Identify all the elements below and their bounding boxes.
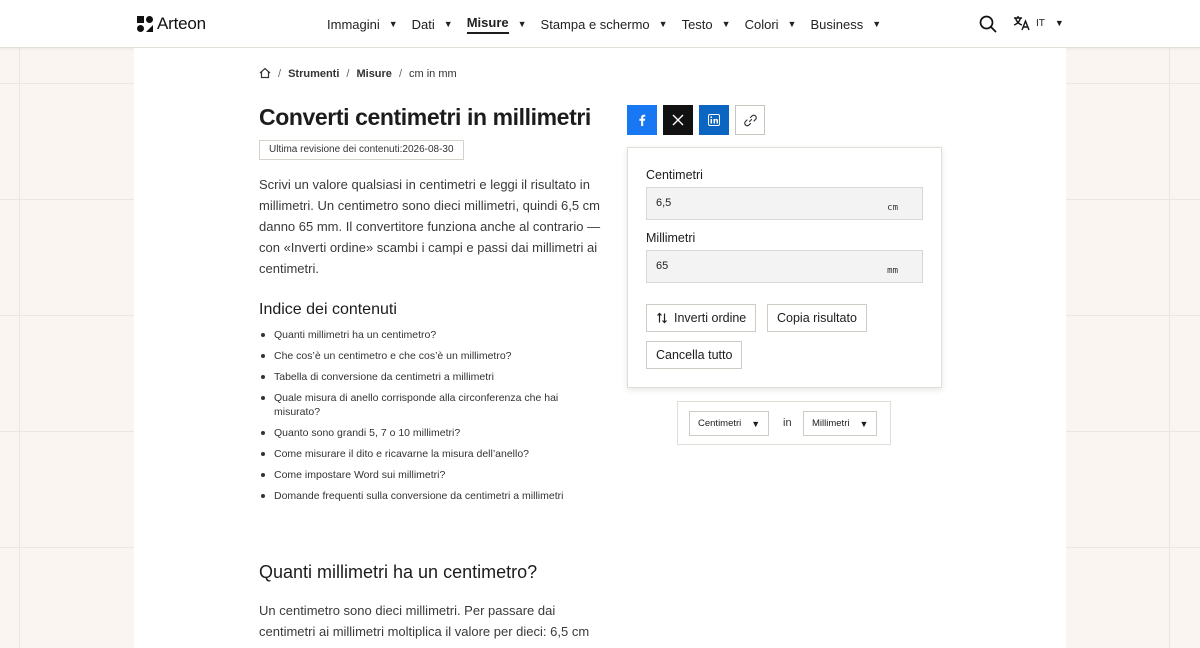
link-icon (744, 114, 757, 127)
menu-label: Misure (467, 15, 509, 34)
unit-selector (677, 401, 891, 445)
copy-link-button[interactable] (735, 105, 765, 135)
search-icon[interactable] (979, 15, 997, 33)
breadcrumb-separator: / (278, 68, 282, 80)
breadcrumb-strumenti[interactable]: Strumenti (288, 68, 340, 80)
content-panel (134, 48, 1066, 648)
toc-title: Indice dei contenuti (259, 301, 397, 318)
unit-joiner: in (783, 417, 792, 429)
menu-item-immagini[interactable] (327, 0, 398, 48)
menu-label: Testo (681, 16, 713, 32)
facebook-icon (636, 114, 648, 126)
to-unit-select-value: Millimetri (812, 418, 850, 429)
toc-item[interactable]: Tabella di conversione da centimetri a millimetri (259, 370, 599, 384)
menu-label: Immagini (327, 16, 380, 32)
millimetri-input[interactable] (646, 250, 923, 283)
centimetri-input[interactable] (646, 187, 923, 220)
page-title: Converti centimetri in millimetri (259, 104, 591, 130)
caret-down-icon: ▼ (443, 19, 453, 29)
clear-all-label: Cancella tutto (656, 348, 733, 362)
section-text: Un centimetro sono dieci millimetri. Per passare dai centimetri ai millimetri moltiplica il valore per dieci: 6,5 cm (259, 603, 590, 639)
toc-item[interactable]: Come impostare Word sui millimetri? (259, 468, 599, 482)
from-unit-select-value: Centimetri (698, 418, 742, 429)
caret-down-icon: ▼ (751, 418, 761, 429)
brand-logo[interactable] (137, 14, 206, 34)
menu-label: Colori (744, 16, 779, 32)
menu-item-dati[interactable] (412, 0, 453, 48)
caret-down-icon: ▼ (388, 19, 398, 29)
caret-down-icon: ▼ (872, 19, 882, 29)
copy-result-button[interactable] (767, 304, 867, 332)
toc-item[interactable]: Domande frequenti sulla conversione da centimetri a millimetri (259, 489, 599, 503)
to-value: 65 (656, 260, 669, 272)
swap-vertical-icon (656, 312, 668, 324)
from-unit: cm (887, 203, 898, 213)
share-facebook-button[interactable] (627, 105, 657, 135)
toc-item[interactable]: Come misurare il dito e ricavarne la misura dell’anello? (259, 447, 599, 461)
breadcrumb-misure[interactable]: Misure (356, 68, 392, 80)
caret-down-icon: ▼ (721, 19, 731, 29)
caret-down-icon: ▼ (787, 19, 797, 29)
menu-item-misure[interactable] (467, 0, 527, 48)
to-unit: mm (887, 266, 898, 276)
menu-label: Dati (411, 16, 435, 32)
toc-item[interactable]: Che cos’è un centimetro e che cos’è un millimetro? (259, 349, 599, 363)
menu-item-business[interactable] (810, 0, 881, 48)
caret-down-icon: ▼ (859, 418, 869, 429)
breadcrumb-current: cm in mm (409, 68, 457, 80)
share-x-button[interactable] (663, 105, 693, 135)
toc-item[interactable]: Quanto sono grandi 5, 7 o 10 millimetri? (259, 426, 599, 440)
copy-result-label: Copia risultato (777, 311, 857, 325)
share-linkedin-button[interactable] (699, 105, 729, 135)
brand-name: Arteon (157, 14, 206, 33)
caret-down-icon: ▼ (658, 19, 668, 29)
table-of-contents (259, 328, 599, 510)
to-label: Millimetri (646, 231, 696, 245)
converter-card (627, 147, 942, 388)
section-title: Quanti millimetri ha un centimetro? (259, 562, 538, 582)
menu-label: Stampa e schermo (540, 16, 650, 32)
menu-item-testo[interactable] (682, 0, 731, 48)
swap-order-label: Inverti ordine (674, 311, 747, 325)
home-icon[interactable] (259, 67, 271, 79)
menu-label: Business (810, 16, 864, 32)
breadcrumb-separator: / (398, 68, 402, 80)
from-unit-select[interactable] (689, 411, 769, 436)
linkedin-icon (708, 114, 720, 126)
clear-all-button[interactable] (646, 341, 742, 369)
menu-item-colori[interactable] (745, 0, 797, 48)
breadcrumb-separator: / (346, 68, 350, 80)
from-value: 6,5 (656, 197, 672, 209)
toc-item[interactable]: Quanti millimetri ha un centimetro? (259, 328, 599, 342)
revision-badge: Ultima revisione dei contenuti:2026-08-30 (259, 140, 464, 160)
language-selector[interactable] (1013, 15, 1064, 31)
brand-logo-icon (137, 16, 153, 32)
swap-order-button[interactable] (646, 304, 756, 332)
translate-icon (1013, 15, 1030, 31)
menu-item-stampa-e-schermo[interactable] (541, 0, 668, 48)
language-code: IT (1036, 17, 1045, 29)
main-menu (327, 0, 895, 48)
intro-text: Scrivi un valore qualsiasi in centimetri e leggi il risultato in millimetri. Un centimetro sono dieci millimetri, quindi 6,5 cm danno 65 mm. Il convertitore funziona anche al contrario — con «Inverti ordine» scambi i campi e passi dai millimetri ai centimetri. (259, 177, 601, 276)
toc-item[interactable]: Quale misura di anello corrisponde alla circonferenza che hai misurato? (259, 391, 599, 419)
top-navigation (0, 0, 1200, 48)
x-icon (672, 114, 684, 126)
caret-down-icon: ▼ (1054, 18, 1064, 28)
caret-down-icon: ▼ (517, 19, 527, 29)
share-buttons (627, 105, 765, 135)
breadcrumb (259, 68, 457, 80)
from-label: Centimetri (646, 168, 703, 182)
to-unit-select[interactable] (803, 411, 877, 436)
